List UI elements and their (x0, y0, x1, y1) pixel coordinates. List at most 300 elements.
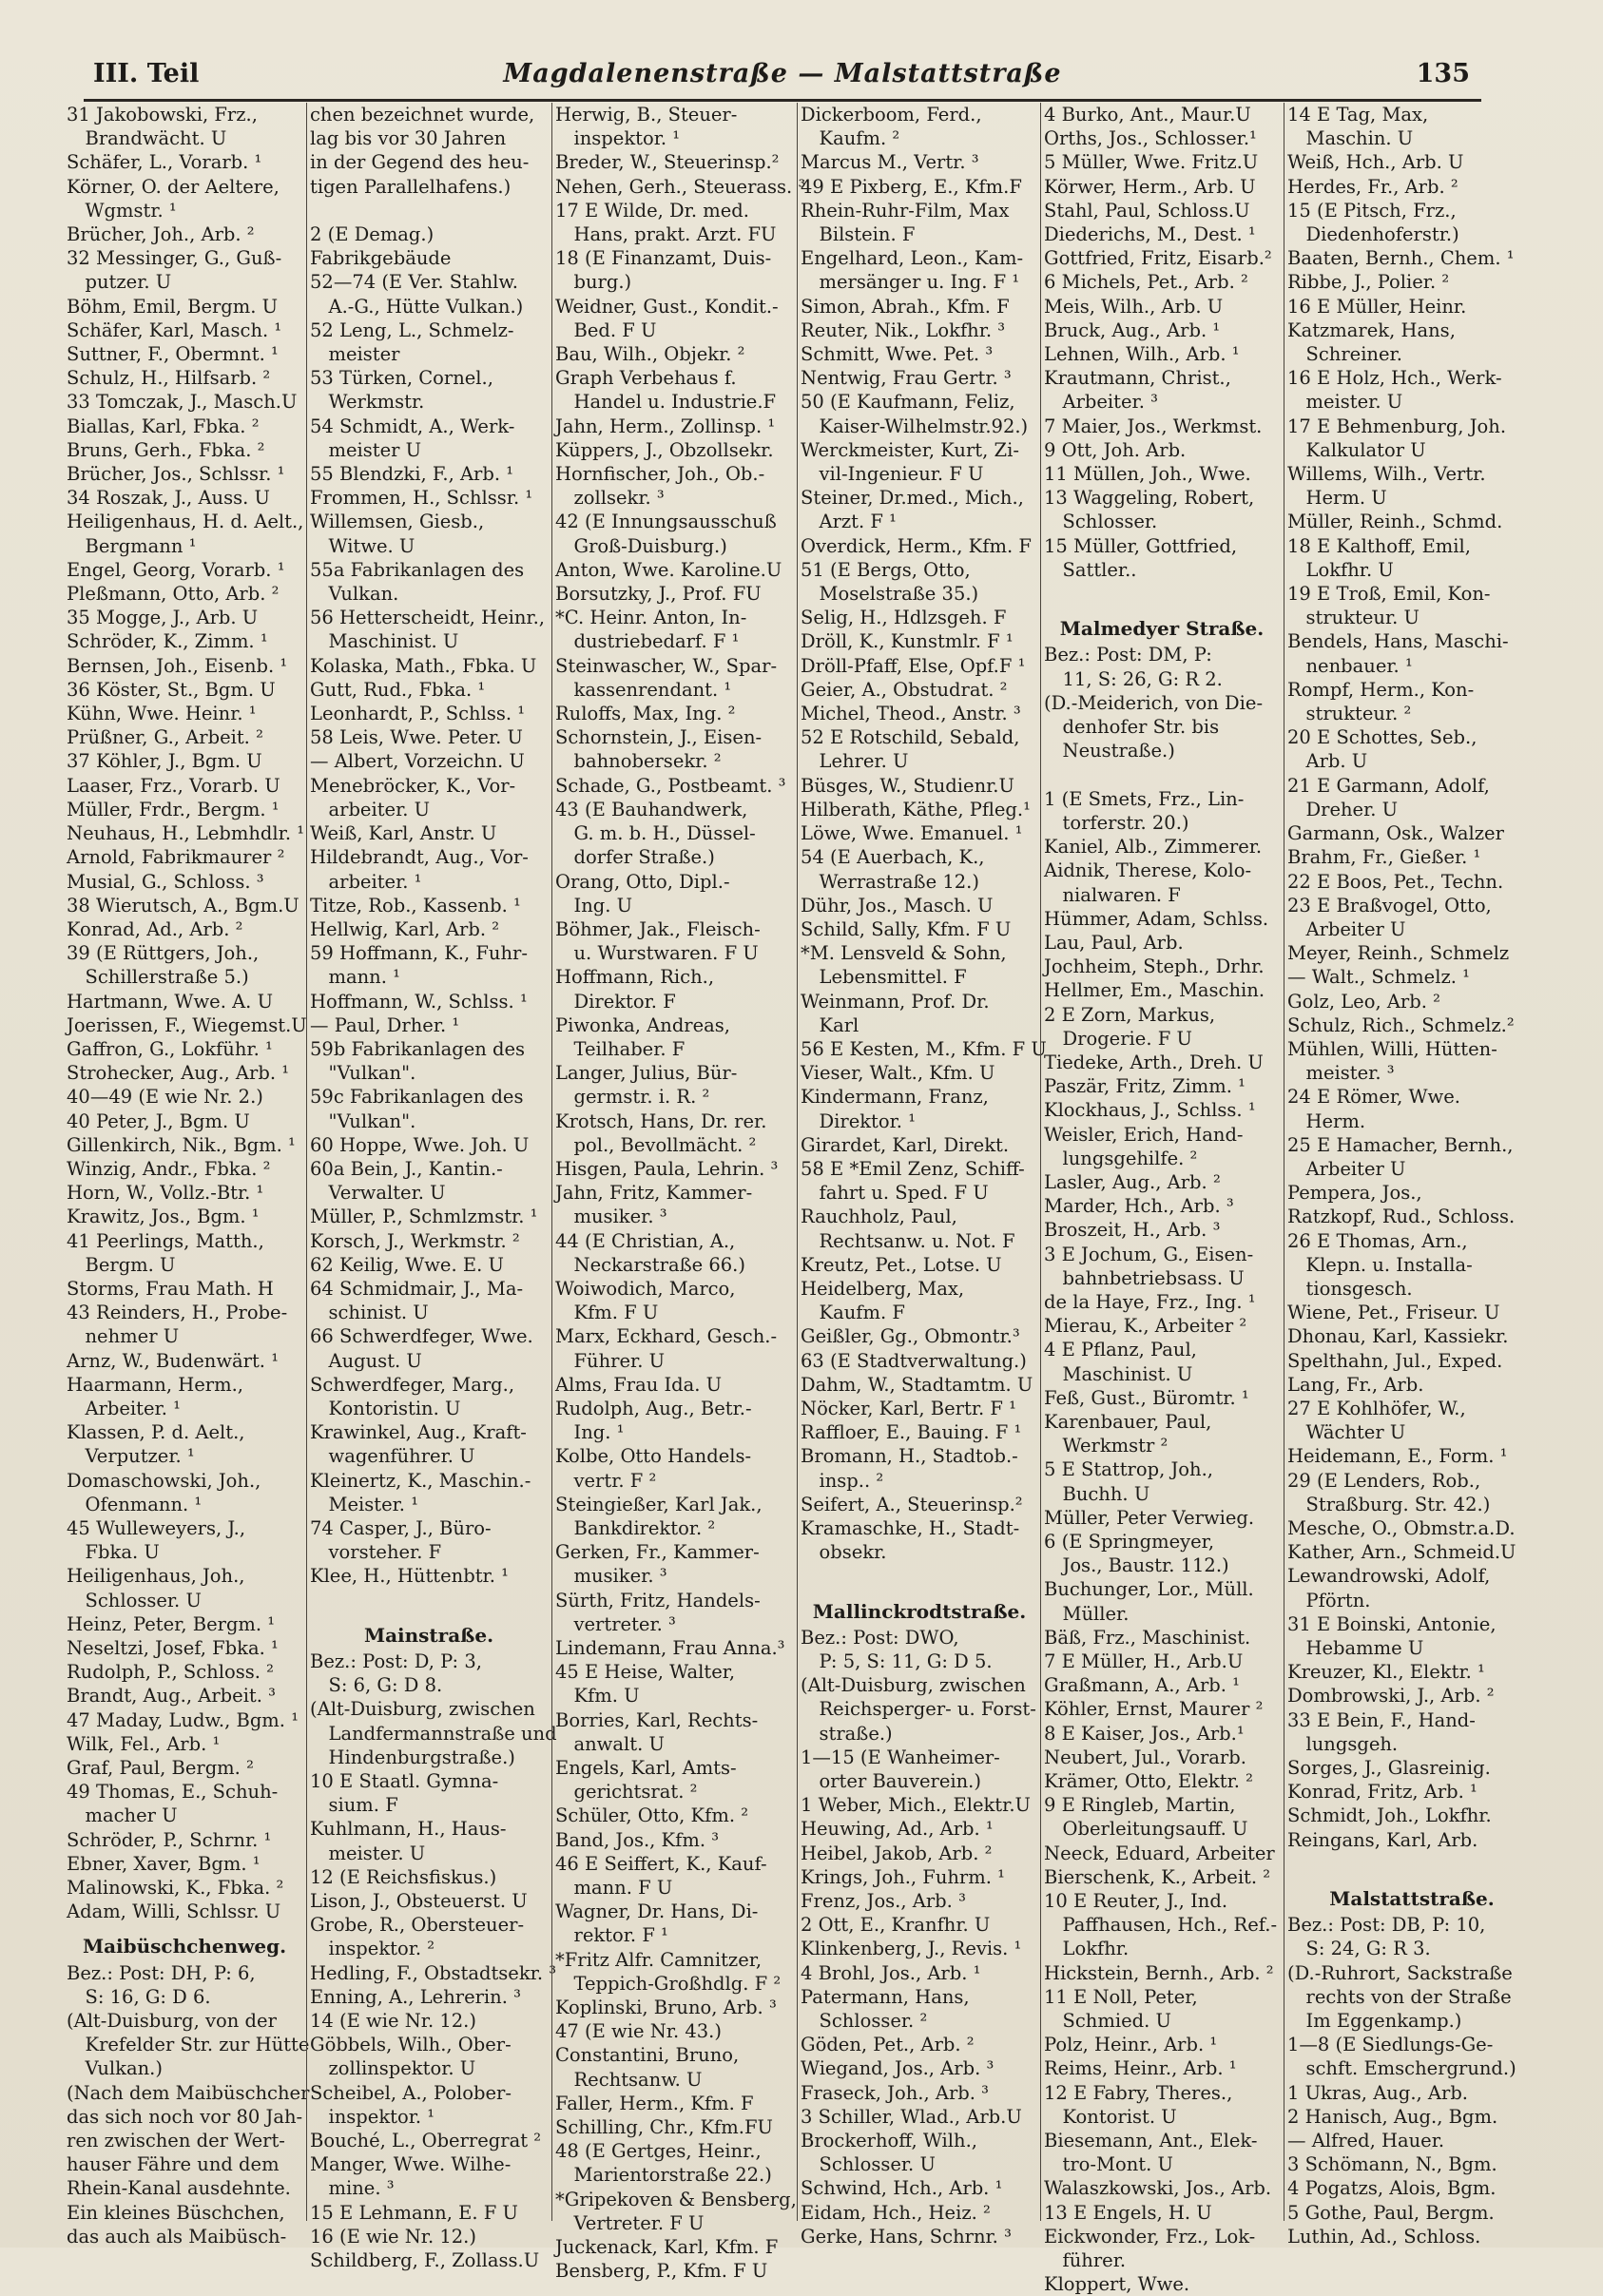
column-rule (306, 103, 307, 2221)
directory-entry-line: putzer. U (67, 271, 172, 294)
directory-entry-line: Kaufm. ² (801, 127, 900, 150)
directory-entry-line: Steingießer, Karl Jak., (555, 1493, 763, 1515)
directory-entry-line: 33 E Bein, F., Hand- (1287, 1708, 1476, 1731)
directory-entry-line: Paffhausen, Hch., Ref.- (1044, 1914, 1278, 1937)
street-heading: Maibüschchenweg. (82, 1935, 287, 1958)
directory-entry-line: Schillerstraße 5.) (67, 966, 249, 989)
directory-entry-line: Steiner, Dr.med., Mich., (801, 487, 1024, 510)
directory-entry-line: Maschinist. U (310, 630, 459, 653)
directory-entry-line: 21 E Garmann, Adolf, (1287, 774, 1490, 797)
directory-entry-line: gerichtsrat. ² (555, 1781, 698, 1804)
directory-entry-line: Rudolph, P., Schloss. ² (67, 1661, 274, 1684)
directory-entry-line: Kalkulator U (1287, 438, 1426, 461)
directory-entry-line: Wiegand, Jos., Arb. ³ (801, 2057, 995, 2080)
directory-entry-line: Kleinertz, K., Maschin.- (310, 1469, 531, 1492)
directory-entry-line: 15 Müller, Gottfried, (1044, 534, 1238, 557)
directory-entry-line: Frenz, Jos., Arb. ³ (801, 1890, 966, 1913)
directory-entry-line: Führer. U (555, 1349, 666, 1372)
directory-entry-line: Storms, Frau Math. H (67, 1277, 274, 1300)
directory-entry-line: Maschin. U (1287, 127, 1414, 150)
directory-entry-line: Reims, Heinr., Arb. ¹ (1044, 2057, 1237, 2080)
directory-entry-line: Selig, H., Hdlzsgeh. F (801, 607, 1007, 629)
page-header (84, 55, 1481, 102)
directory-entry-line: 37 Köhler, J., Bgm. U (67, 750, 262, 773)
directory-entry-line: Strohecker, Aug., Arb. ¹ (67, 1062, 290, 1085)
directory-entry-line: strukteur. U (1287, 607, 1420, 629)
directory-entry-line: Diederichs, M., Dest. ¹ (1044, 223, 1256, 246)
directory-entry-line: 16 E Müller, Heinr. (1287, 295, 1467, 318)
directory-entry-line: 1—8 (E Siedlungs-Ge- (1287, 2034, 1494, 2056)
directory-entry-line: Bed. F U (555, 318, 657, 341)
directory-entry-line: 25 E Hamacher, Bernh., (1287, 1133, 1514, 1156)
directory-entry-line: — Albert, Vorzeichn. U (310, 750, 525, 773)
directory-entry-line (310, 1589, 548, 1612)
directory-entry-line: Hellmer, Em., Maschin. (1044, 979, 1265, 1002)
directory-entry-line: Bankdirektor. ² (555, 1516, 716, 1539)
directory-entry-line: schinist. U (310, 1302, 429, 1324)
directory-entry-line: Hans, prakt. Arzt. FU (555, 223, 777, 246)
directory-entry-line: 48 (E Gertges, Heinr., (555, 2140, 762, 2163)
directory-entry-line: Nöcker, Karl, Bertr. F ¹ (801, 1397, 1016, 1419)
directory-entry-line: Stahl, Paul, Schloss.U (1044, 199, 1250, 222)
directory-entry-line: Rhein-Kanal ausdehnte. (67, 2177, 291, 2200)
directory-entry-line: Engel, Georg, Vorarb. ¹ (67, 558, 285, 581)
directory-entry-line: Graßmann, A., Arb. ¹ (1044, 1674, 1240, 1697)
directory-entry-line: Karenbauer, Paul, (1044, 1410, 1212, 1433)
directory-entry-line: Brahm, Fr., Gießer. ¹ (1287, 846, 1481, 869)
directory-entry-line: *C. Heinr. Anton, In- (555, 607, 747, 629)
directory-entry-line: lungsgehilfe. ² (1044, 1147, 1198, 1169)
directory-entry-line: 9 E Ringleb, Martin, (1044, 1794, 1236, 1817)
directory-entry-line: 4 Brohl, Jos., Arb. ¹ (801, 1961, 981, 1984)
directory-entry-line: Nehen, Gerh., Steuerass. ³ (555, 175, 806, 198)
directory-entry-line: 56 Hetterscheidt, Heinr., (310, 607, 545, 629)
directory-entry-line: Lindemann, Frau Anna.³ (555, 1637, 785, 1659)
directory-entry-line: 2 E Zorn, Markus, (1044, 1003, 1216, 1026)
directory-entry-line: Nentwig, Frau Gertr. ³ (801, 367, 1012, 390)
directory-entry-line: 60a Bein, J., Kantin.- (310, 1157, 503, 1180)
directory-entry-line (801, 1564, 1038, 1588)
directory-entry-line: Diedenhoferstr.) (1287, 223, 1459, 246)
directory-entry-line: Marcus M., Vertr. ³ (801, 151, 979, 174)
directory-entry-line (1044, 762, 1280, 786)
directory-entry-line: Oberleitungsauff. U (1044, 1818, 1248, 1841)
directory-entry-line: 3 Schiller, Wlad., Arb.U (801, 2105, 1022, 2128)
directory-column-5 (1044, 103, 1280, 2296)
directory-column-6 (1287, 103, 1536, 2248)
directory-entry-line: Groß-Duisburg.) (555, 534, 727, 557)
directory-entry-line: Aidnik, Therese, Kolo- (1044, 859, 1252, 882)
directory-entry-line: Pempera, Jos., (1287, 1182, 1422, 1205)
directory-entry-line: musiker. ³ (555, 1565, 667, 1588)
directory-entry-line: Vulkan.) (67, 2057, 163, 2080)
directory-entry-line: Herwig, B., Steuer- (555, 104, 738, 125)
directory-entry-line: Im Eggenkamp.) (1287, 2010, 1462, 2033)
directory-entry-line: Anton, Wwe. Karoline.U (555, 558, 782, 581)
directory-entry-line: zollsekr. ³ (555, 487, 665, 510)
directory-entry-line: Ribbe, J., Polier. ² (1287, 271, 1450, 294)
directory-entry-line: Borries, Karl, Rechts- (555, 1708, 759, 1731)
directory-entry-line: Kolbe, Otto Handels- (555, 1445, 752, 1468)
directory-entry-line: Handel u. Industrie.F (555, 391, 777, 414)
directory-entry-line: nenbauer. ¹ (1287, 654, 1413, 677)
directory-entry-line: Weidner, Gust., Kondit.- (555, 295, 779, 318)
directory-entry-line: *Gripekoven & Bensberg, (555, 2188, 797, 2210)
directory-entry-line: Meyer, Reinh., Schmelz (1287, 942, 1510, 965)
directory-entry-line: 11 Müllen, Joh., Wwe. (1044, 463, 1251, 486)
directory-entry-line: Löwe, Wwe. Emanuel. ¹ (801, 822, 1023, 845)
directory-entry-line: Müller, Frdr., Bergm. ¹ (67, 798, 280, 820)
directory-entry-line: vertr. F ² (555, 1469, 657, 1492)
directory-entry-line: Direktor. ¹ (801, 1109, 917, 1132)
directory-entry-line: Schade, G., Postbeamt. ³ (555, 774, 786, 797)
directory-entry-line: Lebensmittel. F (801, 966, 967, 989)
directory-entry-line: u. Wurstwaren. F U (555, 942, 759, 965)
directory-entry-line: Grobe, R., Obersteuer- (310, 1914, 525, 1937)
directory-entry-line: Kloppert, Wwe. (1044, 2273, 1190, 2296)
directory-entry-line: 41 Peerlings, Matth., (67, 1229, 264, 1252)
column-rule (551, 103, 552, 2221)
directory-entry-line: Bilstein. F (801, 223, 916, 246)
directory-entry-line: S: 16, G: D 6. (67, 1985, 211, 2008)
directory-entry-line: Krings, Joh., Fuhrm. ¹ (801, 1865, 1005, 1888)
directory-entry-line: Graph Verbehaus f. (555, 367, 737, 390)
directory-entry-line: Reichsperger- u. Forst- (801, 1698, 1036, 1721)
directory-entry-line: 1 (E Smets, Frz., Lin- (1044, 787, 1245, 810)
directory-entry-line: Fbka. U (67, 1541, 160, 1564)
directory-entry-line: Orang, Otto, Dipl.- (555, 870, 730, 893)
directory-entry-line: Werkmstr. (310, 391, 425, 414)
directory-entry-line: Heidelberg, Max, (801, 1277, 965, 1300)
directory-entry-line: 33 Tomczak, J., Masch.U (67, 391, 298, 414)
directory-entry-line: Bez.: Post: DWO, (801, 1626, 959, 1649)
directory-entry-line: *Fritz Alfr. Camnitzer, (555, 1948, 763, 1971)
directory-entry-line: Paszär, Fritz, Zimm. ¹ (1044, 1075, 1246, 1098)
directory-entry-line: Gerke, Hans, Schrnr. ³ (801, 2225, 1012, 2248)
directory-entry-line: Arnold, Fabrikmaurer ² (67, 846, 285, 869)
directory-entry-line: Hellwig, Karl, Arb. ² (310, 917, 500, 940)
directory-entry-line: 43 Reinders, H., Probe- (67, 1302, 288, 1324)
directory-entry-line: 59c Fabrikanlagen des (310, 1086, 524, 1109)
directory-entry-line: Körner, O. der Aeltere, (67, 175, 280, 198)
directory-entry-line: 16 (E wie Nr. 12.) (310, 2225, 476, 2248)
directory-entry-line: Orths, Jos., Schlosser.¹ (1044, 127, 1257, 150)
directory-entry-line: sium. F (310, 1794, 398, 1817)
directory-entry-line: Constantini, Bruno, (555, 2044, 740, 2067)
directory-entry-line: Jos., Baustr. 112.) (1044, 1554, 1229, 1577)
directory-entry-line: Hilberath, Käthe, Pfleg.¹ (801, 798, 1031, 820)
directory-entry-line: meister U (310, 438, 422, 461)
directory-entry-line: Lehrer. U (801, 750, 909, 773)
directory-entry-line: (Alt-Duisburg, zwischen (801, 1674, 1026, 1697)
directory-entry-line: Bruns, Gerh., Fbka. ² (67, 438, 265, 461)
directory-entry-line: 66 Schwerdfeger, Wwe. (310, 1325, 533, 1348)
directory-entry-line: Ing. U (555, 894, 633, 916)
directory-entry-line: 1 Weber, Mich., Elektr.U (801, 1794, 1031, 1817)
directory-entry-line: Kühn, Wwe. Heinr. ¹ (67, 703, 257, 725)
directory-entry-line: Suttner, F., Obermnt. ¹ (67, 343, 279, 366)
directory-entry-line: 9 Ott, Joh. Arb. (1044, 438, 1187, 461)
directory-entry-line: Jahn, Herm., Zollinsp. ¹ (555, 415, 776, 437)
directory-entry-line: Schilling, Chr., Kfm.FU (555, 2116, 773, 2139)
directory-entry-line: Bierschenk, K., Arbeit. ² (1044, 1865, 1271, 1888)
directory-entry-line: rektor. F ¹ (555, 1924, 668, 1947)
directory-entry-line: musiker. ³ (555, 1206, 667, 1228)
directory-entry-line: Feß, Gust., Büromtr. ¹ (1044, 1386, 1249, 1409)
directory-entry-line: 10 E Staatl. Gymna- (310, 1770, 499, 1793)
directory-entry-line: Dhonau, Karl, Kassiekr. (1287, 1325, 1509, 1348)
directory-entry-line: 38 Wierutsch, A., Bgm.U (67, 894, 299, 916)
directory-column-3 (555, 103, 806, 2283)
directory-entry-line: 50 (E Kaufmann, Feliz, (801, 391, 1015, 414)
directory-entry-line: Klinkenberg, J., Revis. ¹ (801, 1938, 1022, 1960)
directory-entry-line: 3 E Jochum, G., Eisen- (1044, 1243, 1254, 1265)
directory-entry-line: Arbeiter. ¹ (67, 1397, 181, 1419)
directory-entry-line: Willemsen, Giesb., (310, 511, 485, 533)
directory-entry-line: Langer, Julius, Bür- (555, 1062, 738, 1085)
directory-entry-line: 5 Müller, Wwe. Fritz.U (1044, 151, 1259, 174)
directory-entry-line: Krautmann, Christ., (1044, 367, 1231, 390)
directory-entry-line: 13 E Engels, H. U (1044, 2201, 1212, 2224)
directory-entry-line: Verputzer. ¹ (67, 1445, 195, 1468)
directory-entry-line: Kfm. U (555, 1685, 640, 1708)
directory-entry-line: Meister. ¹ (310, 1493, 419, 1515)
directory-entry-line: Witwe. U (310, 534, 415, 557)
directory-entry-line: Schildberg, F., Zollass.U (310, 2249, 540, 2272)
directory-entry-line: 62 Keilig, Wwe. E. U (310, 1253, 504, 1276)
directory-entry-line: burg.) (555, 271, 632, 294)
directory-entry-line: Borsutzky, J., Prof. FU (555, 583, 762, 606)
directory-entry-line: Schild, Sally, Kfm. F U (801, 917, 1012, 940)
directory-entry-line: Hedling, F., Obstadtsekr. ³ (310, 1961, 557, 1984)
directory-entry-line: kassenrendant. ¹ (555, 678, 732, 701)
directory-entry-line: 2 (E Demag.) (310, 223, 435, 246)
directory-entry-line: 32 Messinger, G., Guß- (67, 247, 282, 270)
directory-entry-line: 15 E Lehmann, E. F U (310, 2201, 518, 2224)
running-title: Magdalenenstraße — Malstattstraße (503, 59, 1062, 88)
directory-entry-line: Dröll, K., Kunstmlr. F ¹ (801, 630, 1014, 653)
directory-entry-line: Girardet, Karl, Direkt. (801, 1133, 1010, 1156)
directory-entry-line: Müller, Peter Verwieg. (1044, 1506, 1255, 1529)
directory-entry-line: Rompf, Herm., Kon- (1287, 678, 1475, 701)
directory-entry-line: Werckmeister, Kurt, Zi- (801, 438, 1019, 461)
directory-entry-line: Adam, Willi, Schlssr. U (67, 1900, 281, 1923)
directory-entry-line: Lasler, Aug., Arb. ² (1044, 1170, 1221, 1193)
directory-entry-line: — Paul, Drher. ¹ (310, 1013, 460, 1036)
directory-entry-line: — Walt., Schmelz. ¹ (1287, 966, 1470, 989)
directory-entry-line: Ein kleines Büschchen, (67, 2201, 285, 2224)
directory-entry-line: Krotsch, Hans, Dr. rer. (555, 1109, 767, 1132)
directory-entry-line: das auch als Maibüsch- (67, 2225, 287, 2248)
directory-entry-line: Marx, Eckhard, Gesch.- (555, 1325, 778, 1348)
directory-entry-line: Rechtsanw. U (555, 2068, 703, 2091)
directory-entry-line: Reingans, Karl, Arb. (1287, 1828, 1478, 1851)
directory-entry-line: Straßburg. Str. 42.) (1287, 1493, 1491, 1515)
directory-entry-line: Bruck, Aug., Arb. ¹ (1044, 318, 1221, 341)
directory-entry-line: Mesche, O., Obmstr.a.D. (1287, 1516, 1516, 1539)
directory-entry-line: Kontorist. U (1044, 2105, 1177, 2128)
directory-entry-line: Böhmer, Jak., Fleisch- (555, 917, 761, 940)
directory-entry-line: Klassen, P. d. Aelt., (67, 1421, 245, 1444)
directory-entry-line: 36 Köster, St., Bgm. U (67, 678, 276, 701)
directory-entry-line: Jahn, Fritz, Kammer- (555, 1182, 753, 1205)
directory-entry-line: Tiedeke, Arth., Dreh. U (1044, 1051, 1264, 1073)
directory-entry-line: Schmidt, Joh., Lokfhr. (1287, 1804, 1492, 1827)
directory-entry-line: Arbeiter. ³ (1044, 391, 1158, 414)
directory-entry-line: Schlosser. U (67, 1589, 202, 1611)
directory-entry-line: 2 Hanisch, Aug., Bgm. (1287, 2105, 1498, 2128)
directory-entry-line: macher U (67, 1804, 178, 1827)
directory-entry-line: Raffloer, E., Bauing. F ¹ (801, 1421, 1022, 1444)
directory-entry-line: Laaser, Frz., Vorarb. U (67, 774, 280, 797)
directory-entry-line: Kreuzer, Kl., Elektr. ¹ (1287, 1661, 1485, 1684)
directory-entry-line: Geißler, Gg., Obmontr.³ (801, 1325, 1020, 1348)
directory-entry-line: Krefelder Str. zur Hütte (67, 2034, 310, 2056)
directory-entry-line: 47 Maday, Ludw., Bgm. ¹ (67, 1708, 299, 1731)
directory-entry-line: 63 (E Stadtverwaltung.) (801, 1349, 1027, 1372)
directory-entry-line: Baaten, Bernh., Chem. ¹ (1287, 247, 1515, 270)
directory-entry-line: meister (310, 343, 400, 366)
directory-entry-line: Arbeiter U (1287, 1157, 1406, 1180)
directory-entry-line: Kindermann, Franz, (801, 1086, 989, 1109)
directory-entry-line (310, 199, 548, 222)
directory-entry-line: 56 E Kesten, M., Kfm. F U (801, 1037, 1047, 1060)
directory-entry-line: Weiß, Hch., Arb. U (1287, 151, 1464, 174)
directory-entry-line: mann. ¹ (310, 966, 400, 989)
directory-entry-line: Horn, W., Vollz.-Btr. ¹ (67, 1182, 264, 1205)
directory-entry-line: Manger, Wwe. Wilhe- (310, 2153, 512, 2176)
directory-entry-line: Kreutz, Pet., Lotse. U (801, 1253, 1002, 1276)
directory-entry-line: Schröder, P., Schrnr. ¹ (67, 1828, 272, 1851)
directory-entry-line: obsekr. (801, 1541, 887, 1564)
directory-entry-line: Bau, Wilh., Objekr. ² (555, 343, 745, 366)
directory-entry-line: Schulz, H., Hilfsarb. ² (67, 367, 271, 390)
directory-entry-line: Dreher. U (1287, 798, 1399, 820)
directory-entry-line: 20 E Schottes, Seb., (1287, 726, 1477, 749)
directory-entry-line: Sattler.. (1044, 558, 1137, 581)
street-heading: Malstattstraße. (1329, 1887, 1495, 1911)
directory-entry-line: Brücher, Jos., Schlssr. ¹ (67, 463, 285, 486)
directory-entry-line: (Alt-Duisburg, zwischen (310, 1698, 535, 1721)
directory-entry-line: zollinspektor. U (310, 2057, 476, 2080)
directory-entry-line: 24 E Römer, Wwe. (1287, 1086, 1460, 1109)
directory-entry-line: — Alfred, Hauer. (1287, 2130, 1445, 2152)
directory-entry-line: Menebröcker, K., Vor- (310, 774, 516, 797)
directory-entry-line: Meis, Wilh., Arb. U (1044, 295, 1224, 318)
directory-entry-line: P: 5, S: 11, G: D 5. (801, 1650, 993, 1672)
directory-entry-line: Graf, Paul, Bergm. ² (67, 1757, 254, 1780)
directory-entry-line: Joerissen, F., Wiegemst.U (67, 1013, 307, 1036)
directory-entry-line: Ratzkopf, Rud., Schloss. (1287, 1206, 1516, 1228)
directory-entry-line: 17 E Behmenburg, Joh. (1287, 415, 1507, 437)
directory-entry-line: meister. U (1287, 391, 1403, 414)
directory-entry-line: 60 Hoppe, Wwe. Joh. U (310, 1133, 530, 1156)
directory-entry-line: 59b Fabrikanlagen des (310, 1037, 526, 1060)
directory-entry-line: Heiligenhaus, H. d. Aelt., (67, 511, 304, 533)
directory-entry-line: Kaiser-Wilhelmstr.92.) (801, 415, 1029, 437)
directory-entry-line: tionsgesch. (1287, 1277, 1413, 1300)
directory-entry-line: 47 (E wie Nr. 43.) (555, 2020, 722, 2043)
directory-entry-line: 6 Michels, Pet., Arb. ² (1044, 271, 1248, 294)
directory-entry-line: 31 E Boinski, Antonie, (1287, 1612, 1497, 1635)
directory-entry-line: das sich noch vor 80 Jah- (67, 2105, 303, 2128)
directory-entry-line: dustriebedarf. F ¹ (555, 630, 740, 653)
directory-entry-line: Korsch, J., Werkmstr. ² (310, 1229, 520, 1252)
directory-entry-line: strukteur. ² (1287, 703, 1412, 725)
directory-entry-line: Herdes, Fr., Arb. ² (1287, 175, 1458, 198)
column-rule (797, 103, 798, 2221)
directory-entry-line: Musial, G., Schloss. ³ (67, 870, 264, 893)
directory-entry-line: Wiene, Pet., Friseur. U (1287, 1302, 1500, 1324)
directory-entry-line: Brockerhoff, Wilh., (801, 2130, 977, 2152)
directory-entry-line: tro-Mont. U (1044, 2153, 1173, 2176)
directory-entry-line: Schüler, Otto, Kfm. ² (555, 1804, 749, 1827)
directory-entry-line: Wilk, Fel., Arb. ¹ (67, 1732, 221, 1755)
directory-entry-line: Leonhardt, P., Schlss. ¹ (310, 703, 526, 725)
directory-entry-line: Dombrowski, J., Arb. ² (1287, 1685, 1495, 1708)
directory-entry-line: (D.-Meiderich, von Die- (1044, 691, 1264, 714)
directory-entry-line: 17 E Wilde, Dr. med. (555, 199, 749, 222)
directory-entry-line: Arnz, W., Budenwärt. ¹ (67, 1349, 280, 1372)
directory-entry-line: Brandt, Aug., Arbeit. ³ (67, 1685, 276, 1708)
directory-entry-line: Gutt, Rud., Fbka. ¹ (310, 678, 486, 701)
directory-entry-line: Körwer, Herm., Arb. U (1044, 175, 1256, 198)
directory-entry-line: 8 E Kaiser, Jos., Arb.¹ (1044, 1722, 1245, 1745)
directory-entry-line: Hindenburgstraße.) (310, 1746, 515, 1768)
page-number: 135 (1416, 59, 1470, 88)
directory-entry-line: 45 Wulleweyers, J., (67, 1516, 246, 1539)
directory-entry-line: Hartmann, Wwe. A. U (67, 990, 274, 1013)
directory-entry-line: Göden, Pet., Arb. ² (801, 2034, 975, 2056)
directory-entry-line: 54 (E Auerbach, K., (801, 846, 985, 869)
directory-entry-line: Schlosser. ² (801, 2010, 928, 2033)
directory-entry-line: Neuhaus, H., Lebmhdlr. ¹ (67, 822, 305, 845)
directory-entry-line: 74 Casper, J., Büro- (310, 1516, 492, 1539)
directory-entry-line: Pleßmann, Otto, Arb. ² (67, 583, 280, 606)
directory-entry-line: Enning, A., Lehrerin. ³ (310, 1985, 521, 2008)
directory-entry-line: Landfermannstraße und (310, 1722, 557, 1745)
directory-entry-line: 10 E Reuter, J., Ind. (1044, 1890, 1228, 1913)
directory-entry-line: Golz, Leo, Arb. ² (1287, 990, 1440, 1013)
directory-entry-line: Heiligenhaus, Joh., (67, 1565, 245, 1588)
directory-entry-line: 26 E Thomas, Arn., (1287, 1229, 1468, 1252)
directory-entry-line: Wgmstr. ¹ (67, 199, 177, 222)
street-heading: Malmedyer Straße. (1059, 617, 1265, 641)
directory-entry-line: Eidam, Hch., Heiz. ² (801, 2201, 991, 2224)
directory-entry-line: S: 24, G: R 3. (1287, 1938, 1431, 1960)
directory-entry-line: Köhler, Ernst, Maurer ² (1044, 1698, 1264, 1721)
directory-entry-line: Lison, J., Obsteuerst. U (310, 1890, 528, 1913)
directory-entry-line: Wächter U (1287, 1421, 1406, 1444)
directory-entry-line: 5 Gothe, Paul, Bergm. (1287, 2201, 1495, 2224)
directory-entry-line: August. U (310, 1349, 422, 1372)
directory-entry-line: Kaniel, Alb., Zimmerer. (1044, 836, 1263, 859)
directory-entry-line: Direktor. F (555, 990, 676, 1013)
directory-entry-line: Bernsen, Joh., Eisenb. ¹ (67, 654, 288, 677)
directory-entry-line: 1 Ukras, Aug., Arb. (1287, 2081, 1469, 2104)
directory-entry-line: Herm. (1287, 1109, 1366, 1132)
directory-entry-line: meister. ³ (1287, 1062, 1395, 1085)
directory-entry-line: Scheibel, A., Polober- (310, 2081, 512, 2104)
directory-entry-line: Bergm. U (67, 1253, 176, 1276)
directory-entry-line: Vieser, Walt., Kfm. U (801, 1062, 995, 1085)
directory-entry-line: Schulz, Rich., Schmelz.² (1287, 1013, 1515, 1036)
directory-entry-line: Luthin, Ad., Schloss. (1287, 2225, 1481, 2248)
directory-entry-line: Hebamme U (1287, 1637, 1424, 1659)
directory-entry-line: 12 E Fabry, Theres., (1044, 2081, 1233, 2104)
directory-entry-line: meister. U (310, 1842, 426, 1864)
part-label: III. Teil (93, 59, 200, 88)
